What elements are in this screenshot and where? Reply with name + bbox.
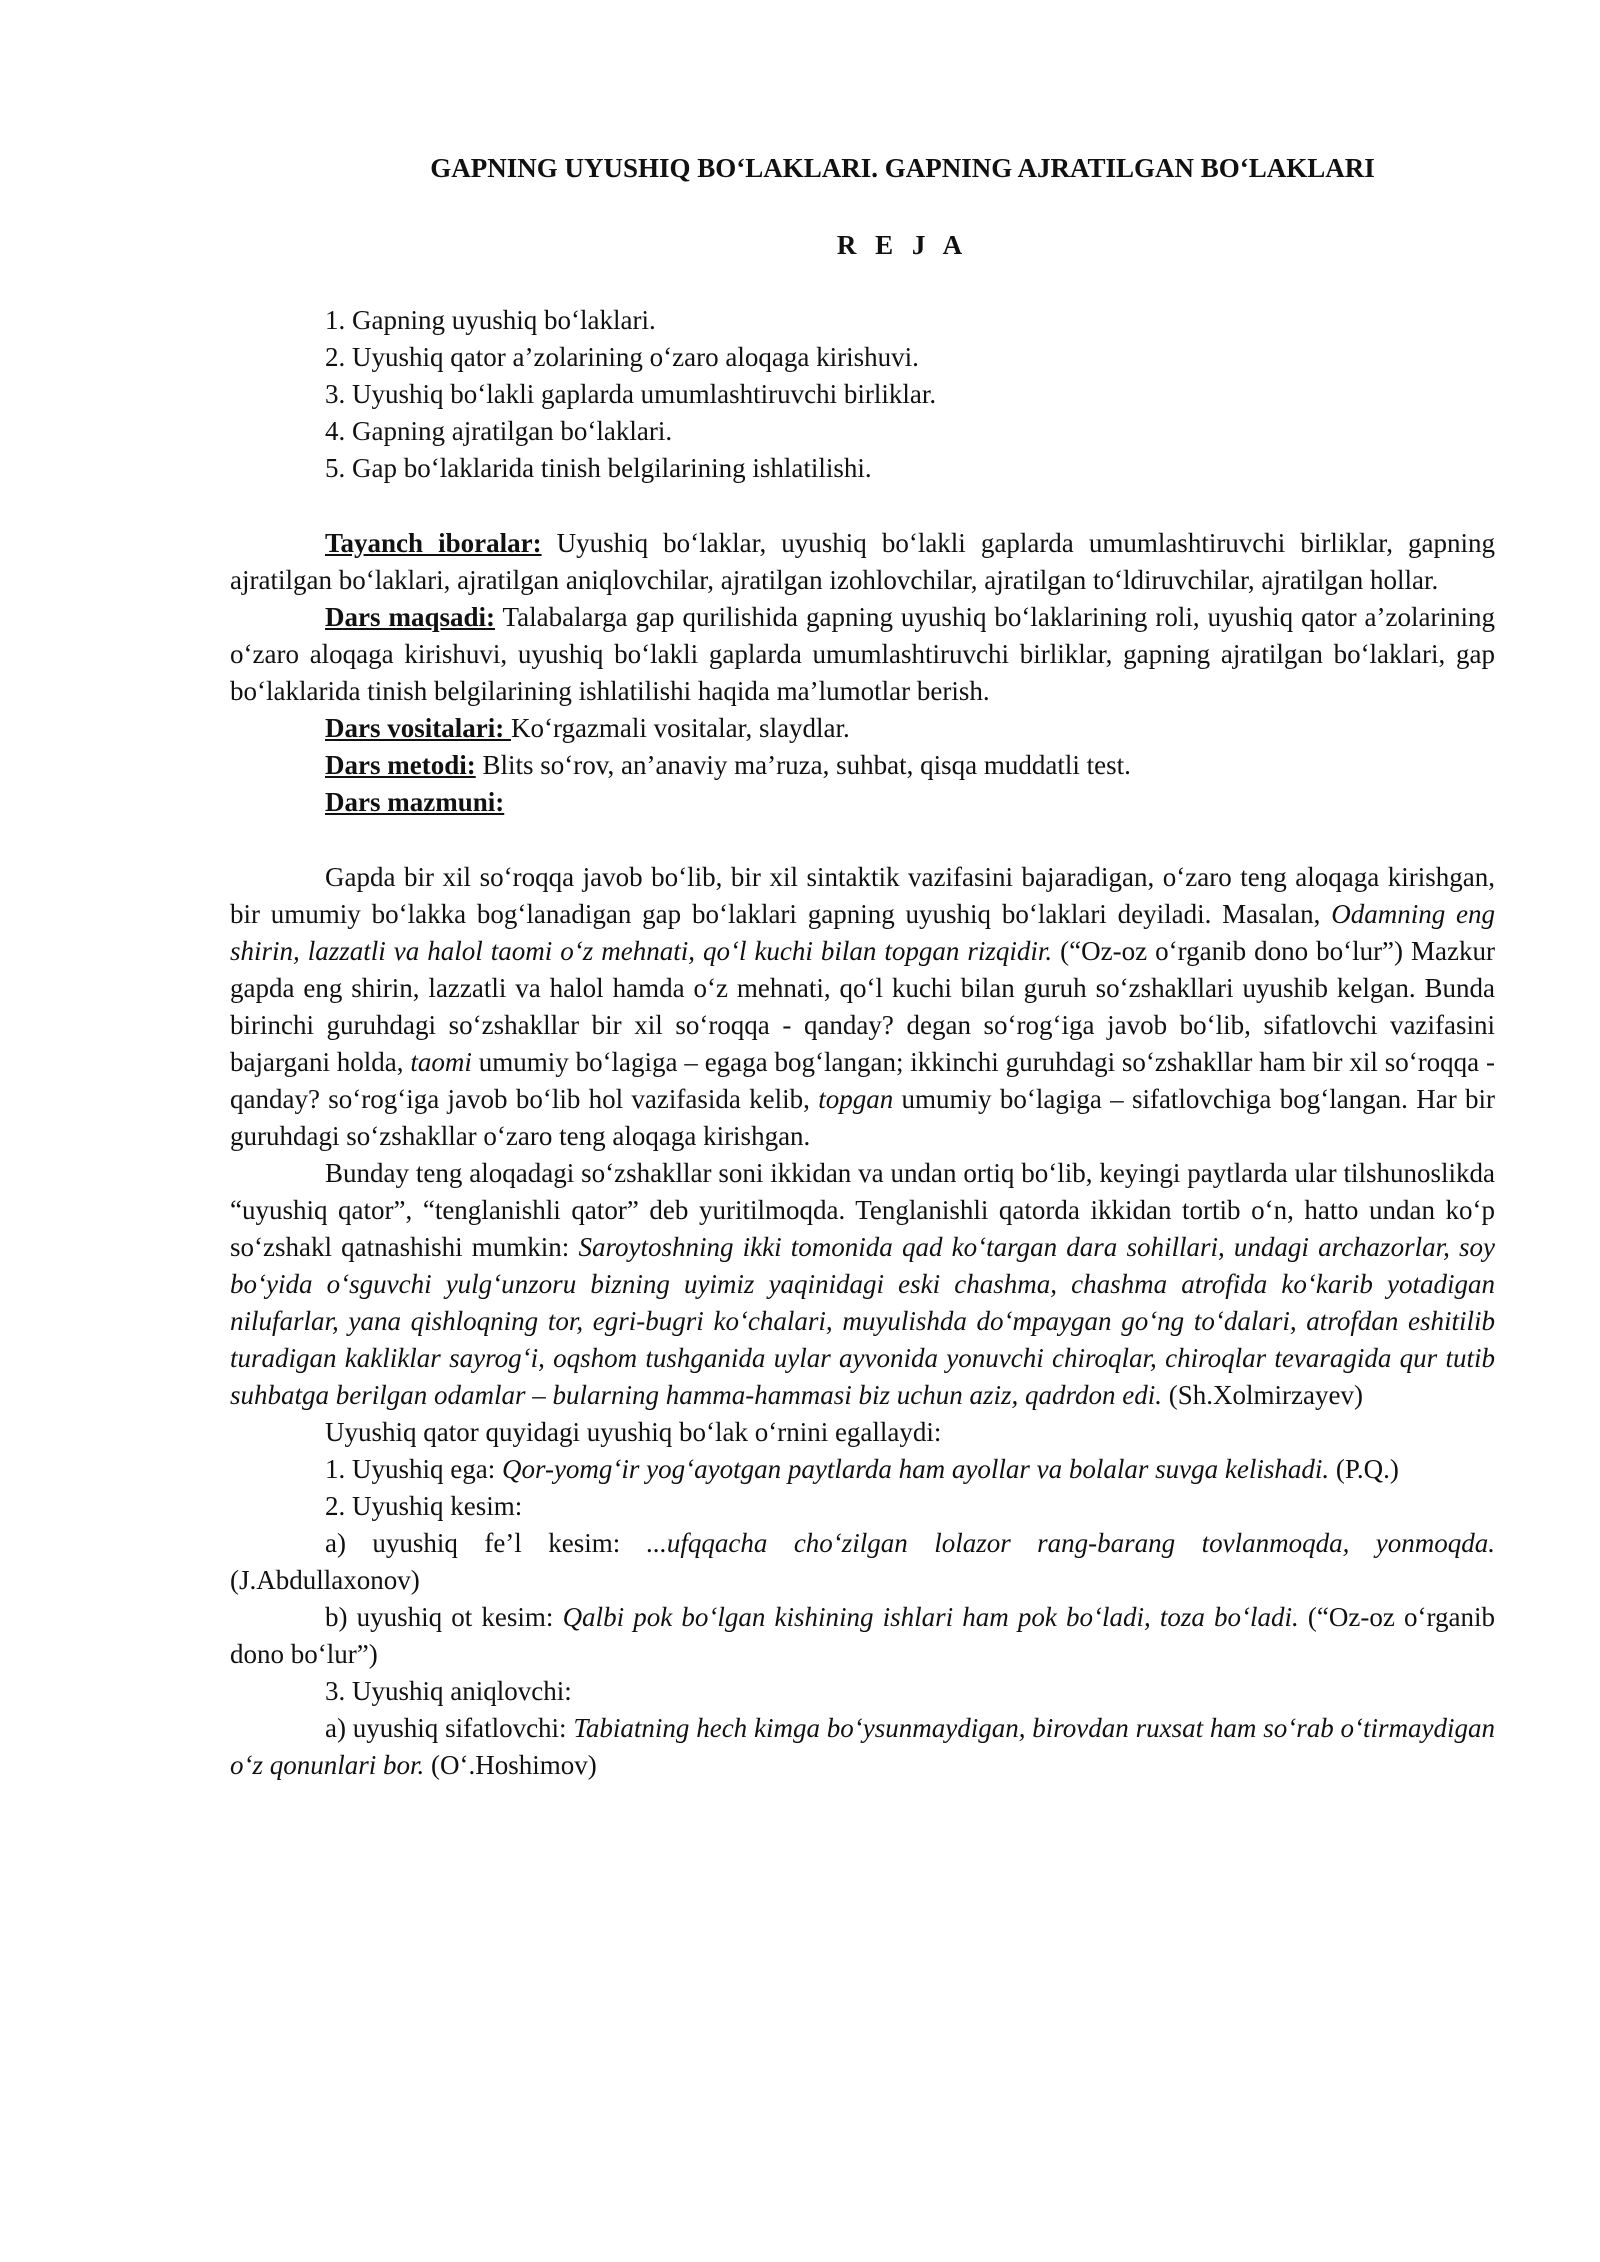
text-run: b) uyushiq ot kesim: <box>325 1602 563 1632</box>
example-sentence: ...ufqqacha cho‘zilgan lolazor rang-barang tovlanmoqda, yonmoqda. <box>646 1528 1495 1558</box>
key-terms-paragraph <box>230 525 1495 599</box>
example-sentence: Qalbi pok bo‘lgan kishining ishlari ham pok bo‘ladi, toza bo‘ladi. <box>562 1602 1299 1632</box>
text-run: (“Oz-oz o‘rganib dono bo‘lur”) Mazkur gapda eng shirin, lazzatli va halol hamda o‘z mehnati, qo‘l kuchi bilan guruh so‘zshakllari uyushib kelgan. Bunda birinchi guruhdagi so‘zshakllar bir xil so‘roqqa - qanday? degan so‘rog‘iga javob bo‘lib, sifatlovchi vazifasini bajargani holda, <box>230 936 1495 1077</box>
citation: (J.Abdullaxonov) <box>230 1565 420 1595</box>
body-paragraph-9 <box>230 1710 1495 1784</box>
plan-item: 5. Gap bo‘laklarida tinish belgilarining ishlatilishi. <box>325 453 872 483</box>
text-run: a) uyushiq fe’l kesim: <box>325 1528 647 1558</box>
key-terms-label: Tayanch iboralar: <box>325 528 542 558</box>
lesson-goal-label: Dars maqsadi: <box>325 602 495 632</box>
plan-item: 1. Gapning uyushiq bo‘laklari. <box>325 305 656 335</box>
citation: (“Oz-oz o‘rganib dono bo‘lur”) <box>230 1602 1495 1669</box>
citation: (Sh.Xolmirzayev) <box>1162 1380 1363 1410</box>
plan-item: 3. Uyushiq bo‘lakli gaplarda umumlashtiruvchi birliklar. <box>325 379 937 409</box>
citation: (P.Q.) <box>1329 1454 1399 1484</box>
lesson-goal-text: Talabalarga gap qurilishida gapning uyushiq bo‘laklarining roli, uyushiq qator a’zolarining o‘zaro aloqaga kirishuvi, uyushiq bo‘lakli gaplarda umumlashtiruvchi birliklar, gapning ajratilgan bo‘laklari, gap bo‘laklarida tinish belgilarining ishlatilishi haqida ma’lumotlar berish. <box>230 602 1495 706</box>
plan-item: 2. Uyushiq qator a’zolarining o‘zaro aloqaga kirishuvi. <box>325 342 919 372</box>
example-sentence: Saroytoshning ikki tomonida qad ko‘targan dara sohillari, undagi archazorlar, soy bo‘yida o‘sguvchi yulg‘unzoru bizning uyimiz yaqinidagi eski chashma, chashma atrofida ko‘karib yotadigan nilufarlar, yana qishloqning tor, egri-bugri ko‘chalari, muyulishda do‘mpaygan go‘ng to‘dalari, atrofdan eshitilib turadigan kakliklar sayrog‘i, oqshom tushganida uylar ayvonida yonuvchi chiroqlar, chiroqlar tevaragida qur tutib suhbatga berilgan odamlar – bularning hamma-hammasi biz uchun aziz, qadrdon edi. <box>230 1232 1496 1410</box>
body-paragraph-7 <box>230 1599 1495 1673</box>
plan-list <box>230 302 1495 487</box>
lesson-tools-label: Dars vositalari: <box>325 713 511 743</box>
body-paragraph-3: Uyushiq qator quyidagi uyushiq bo‘lak o‘rnini egallaydi: <box>325 1417 942 1447</box>
example-sentence: Odamning eng shirin, lazzatli va halol taomi o‘z mehnati, qo‘l kuchi bilan topgan rizqidir. <box>230 899 1496 966</box>
text-run: Bunday teng aloqadagi so‘zshakllar soni ikkidan va undan ortiq bo‘lib, keyingi paytlarda ular tilshunoslikda “uyushiq qator”, “tenglanishli qator” deb yuritilmoqda. Tenglanishli qatorda ikkidan tortib o‘n, hatto undan ko‘p so‘zshakl qatnashishi mumkin: <box>230 1158 1495 1262</box>
text-run: a) uyushiq sifatlovchi: <box>325 1713 574 1743</box>
body-paragraph-4 <box>230 1451 1495 1488</box>
body-paragraph-6 <box>230 1525 1495 1599</box>
lesson-content-label: Dars mazmuni: <box>325 787 505 817</box>
lesson-content-heading <box>230 784 1495 821</box>
example-word: taomi <box>410 1047 472 1077</box>
lesson-tools-paragraph <box>230 710 1495 747</box>
text-run: umumiy bo‘lagiga – egaga bog‘langan; ikkinchi guruhdagi so‘zshakllar ham bir xil so‘roqqa - qanday? so‘rog‘iga javob bo‘lib hol vazifasida kelib, <box>230 1047 1495 1114</box>
body-paragraph-5: 2. Uyushiq kesim: <box>325 1491 523 1521</box>
example-sentence: Tabiatning hech kimga bo‘ysunmaydigan, birovdan ruxsat ham so‘rab o‘tirmaydigan o‘z qonunlari bor. <box>230 1713 1495 1780</box>
citation: (O‘.Hoshimov) <box>424 1750 597 1780</box>
body-paragraph-8: 3. Uyushiq aniqlovchi: <box>325 1676 572 1706</box>
example-word: topgan <box>818 1084 894 1114</box>
document-title: GAPNING UYUSHIQ BO‘LAKLARI. GAPNING AJRATILGAN BO‘LAKLARI <box>430 153 1375 183</box>
body-paragraph-2 <box>230 1155 1495 1414</box>
lesson-method-text: Blits so‘rov, an’anaviy ma’ruza, suhbat, qisqa muddatli test. <box>475 750 1131 780</box>
key-terms-text: Uyushiq bo‘laklar, uyushiq bo‘lakli gaplarda umumlashtiruvchi birliklar, gapning ajratilgan bo‘laklari, ajratilgan aniqlovchilar, ajratilgan izohlovchilar, ajratilgan to‘ldiruvchilar, ajratilgan hollar. <box>230 528 1495 595</box>
text-run: umumiy bo‘lagiga – sifatlovchiga bog‘langan. Har bir guruhdagi so‘zshakllar o‘zaro teng aloqaga kirishgan. <box>230 1084 1495 1151</box>
text-run: Gapda bir xil so‘roqqa javob bo‘lib, bir xil sintaktik vazifasini bajaradigan, o‘zaro teng aloqaga kirishgan, bir umumiy bo‘lakka bog‘lanadigan gap bo‘laklari gapning uyushiq bo‘laklari deyiladi. Masalan, <box>230 862 1495 929</box>
lesson-method-paragraph <box>230 747 1495 784</box>
lesson-goal-paragraph <box>230 599 1495 710</box>
lesson-method-label: Dars metodi: <box>325 750 476 780</box>
plan-heading: R E J A <box>836 230 969 260</box>
plan-item: 4. Gapning ajratilgan bo‘laklari. <box>325 416 673 446</box>
example-sentence: Qor-yomg‘ir yog‘ayotgan paytlarda ham ayollar va bolalar suvga kelishadi. <box>501 1454 1330 1484</box>
lesson-tools-text: Ko‘rgazmali vositalar, slaydlar. <box>510 713 850 743</box>
text-run: 1. Uyushiq ega: <box>325 1454 502 1484</box>
body-paragraph-1 <box>230 859 1495 1155</box>
